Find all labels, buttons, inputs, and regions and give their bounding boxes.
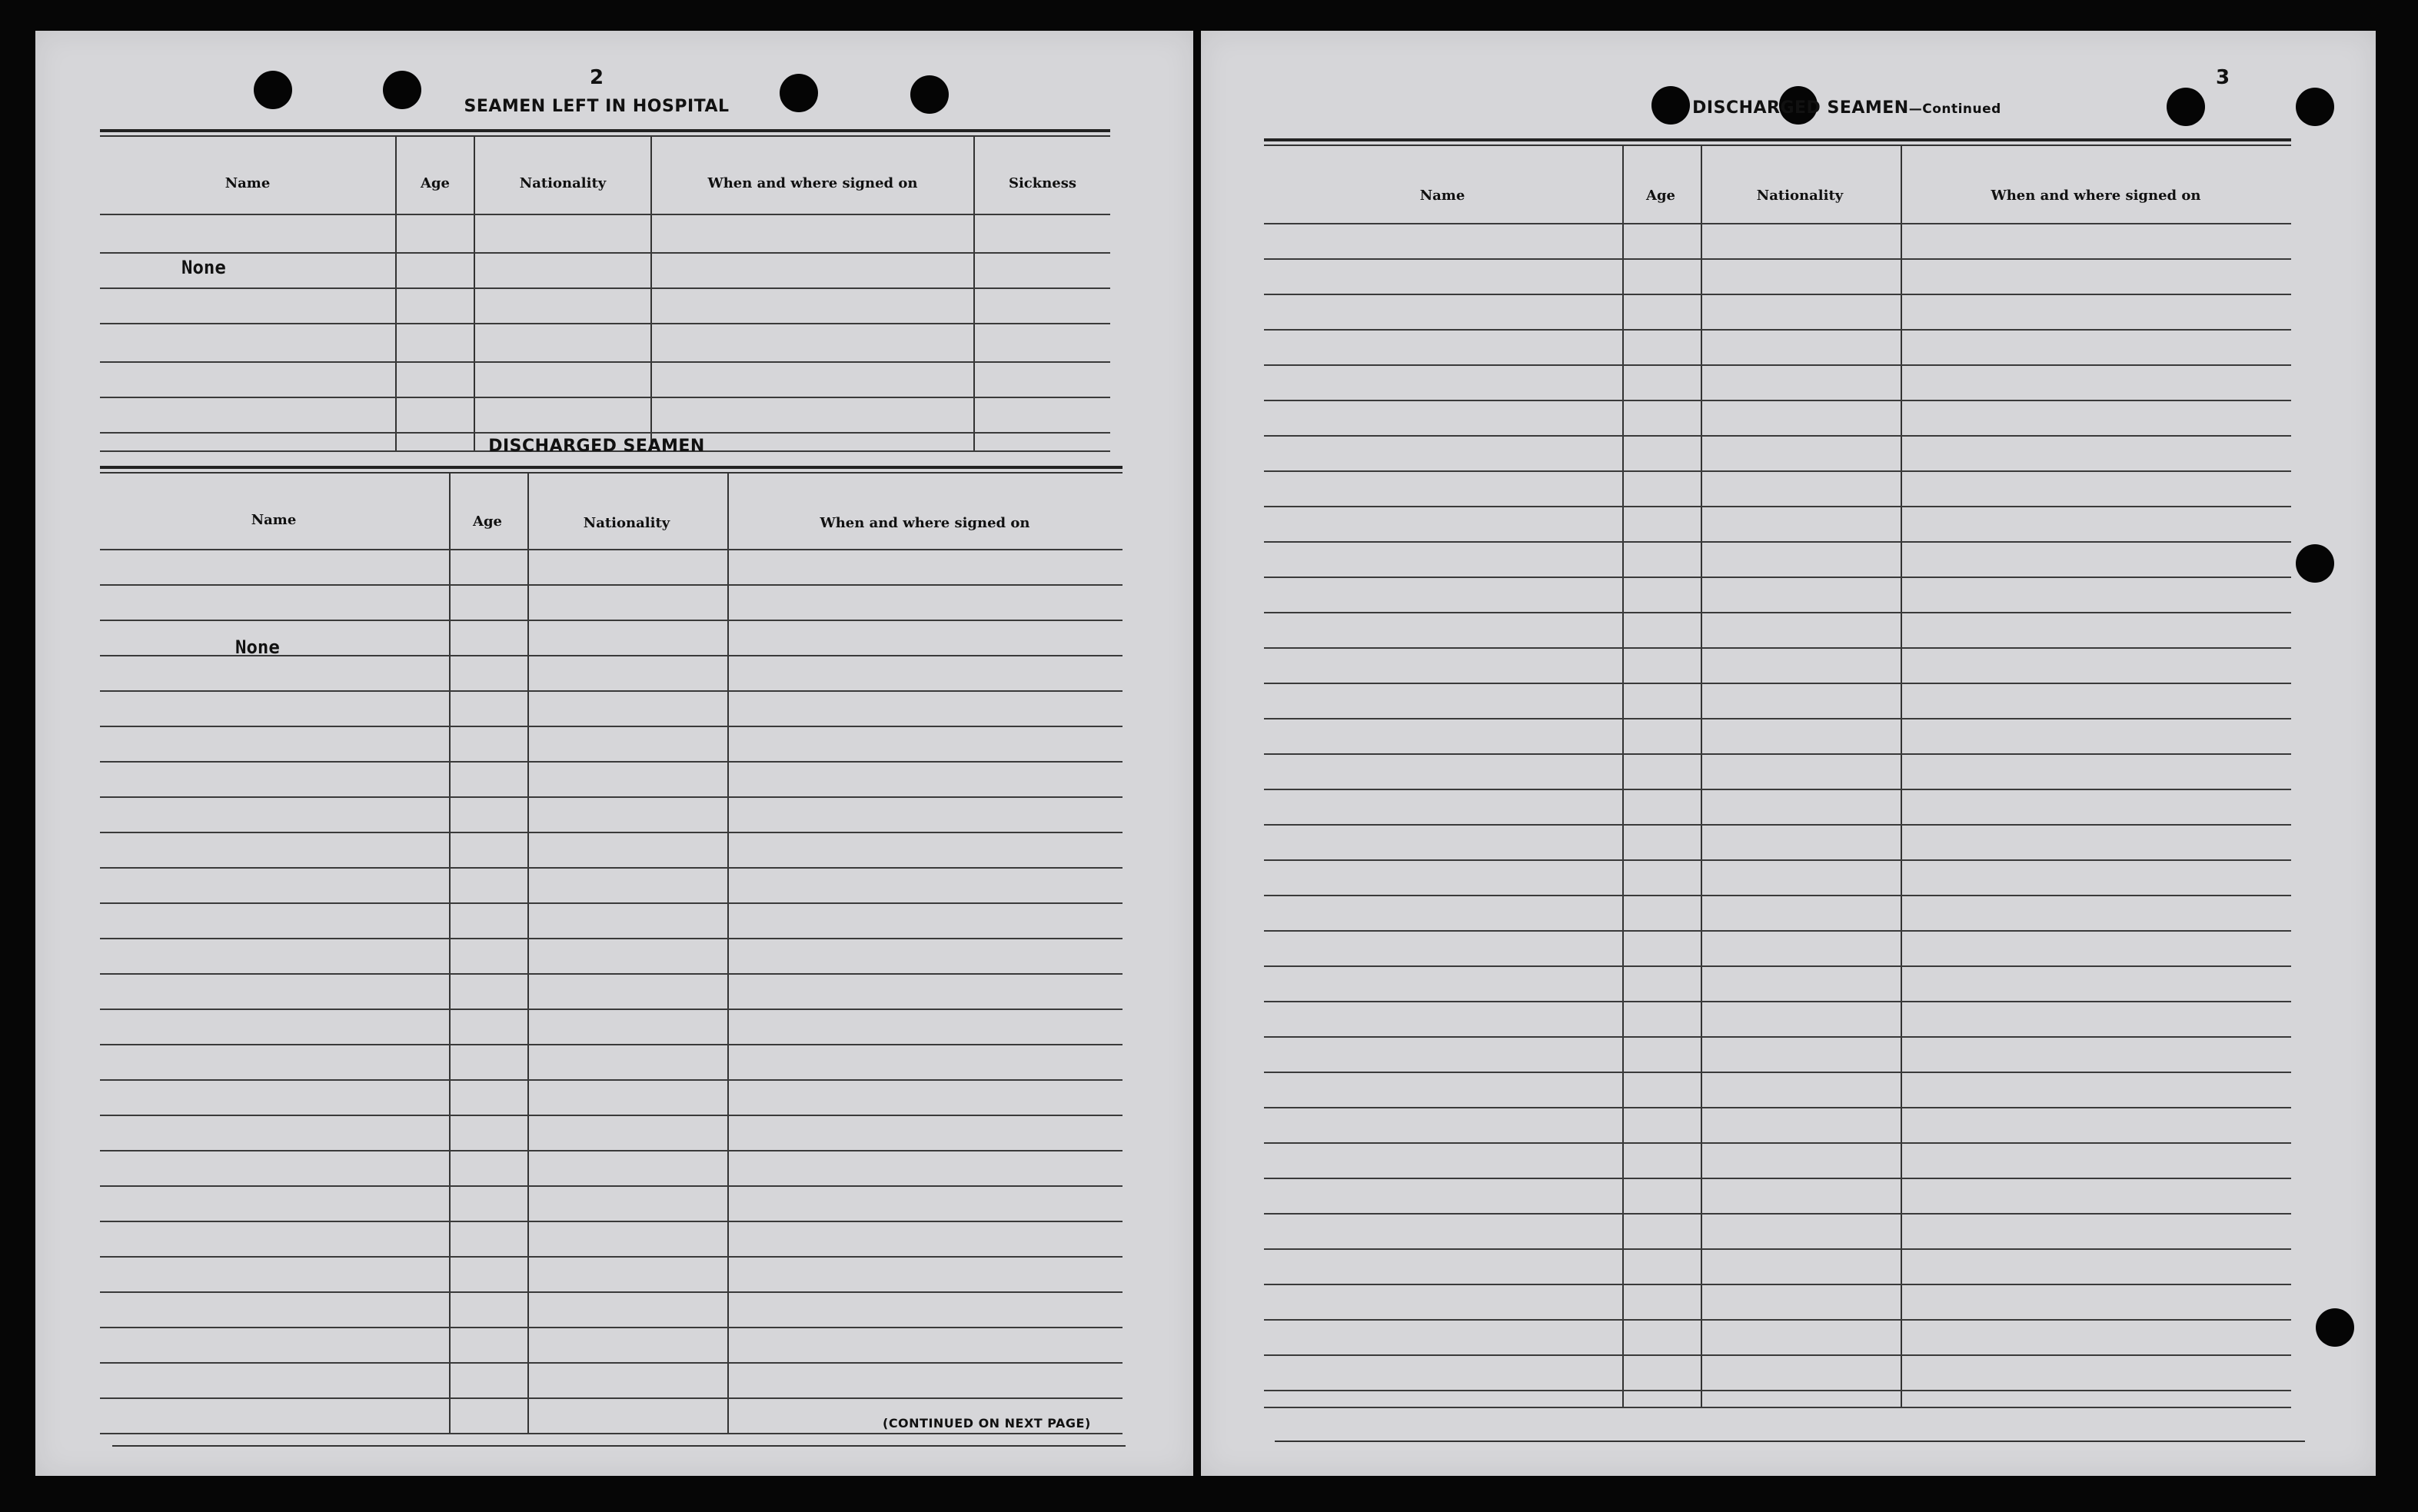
punch-hole [2167, 88, 2205, 126]
discharged-table [100, 466, 1123, 1434]
col-header-age: Age [420, 175, 450, 191]
col-header-sickness: Sickness [1008, 175, 1077, 191]
hospital-entry-none: None [181, 257, 226, 278]
punch-hole [2296, 88, 2334, 126]
hospital-table [100, 129, 1110, 452]
col-header-nationality: Nationality [1756, 188, 1844, 204]
punch-hole [2316, 1308, 2354, 1347]
title-main: DISCHARGED SEAMEN [1692, 98, 1909, 118]
col-header-name: Name [1419, 188, 1465, 204]
col-header-when-where: When and where signed on [1991, 188, 2201, 204]
col-header-when-where: When and where signed on [820, 515, 1030, 531]
page-number: 3 [2216, 66, 2230, 89]
col-header-nationality: Nationality [519, 175, 607, 191]
discharged-continued-table [1264, 138, 2291, 1430]
discharged-entry-none: None [235, 636, 280, 658]
page-number: 2 [589, 66, 604, 89]
col-header-name: Name [225, 175, 271, 191]
title-suffix: —Continued [1908, 101, 2001, 117]
col-header-nationality: Nationality [583, 515, 670, 531]
discharged-section-title: DISCHARGED SEAMEN [488, 437, 705, 456]
left-page [35, 31, 1193, 1476]
punch-hole [254, 71, 292, 109]
col-header-when-where: When and where signed on [707, 175, 918, 191]
col-header-age: Age [472, 513, 502, 530]
right-page [1201, 31, 2376, 1476]
punch-hole [910, 75, 949, 114]
col-header-age: Age [1645, 188, 1675, 204]
hospital-section-title: SEAMEN LEFT IN HOSPITAL [464, 97, 730, 116]
right-page-title [1616, 98, 2077, 118]
punch-hole [2296, 544, 2334, 583]
col-header-name: Name [251, 512, 297, 528]
continued-footer: (CONTINUED ON NEXT PAGE) [883, 1416, 1091, 1431]
